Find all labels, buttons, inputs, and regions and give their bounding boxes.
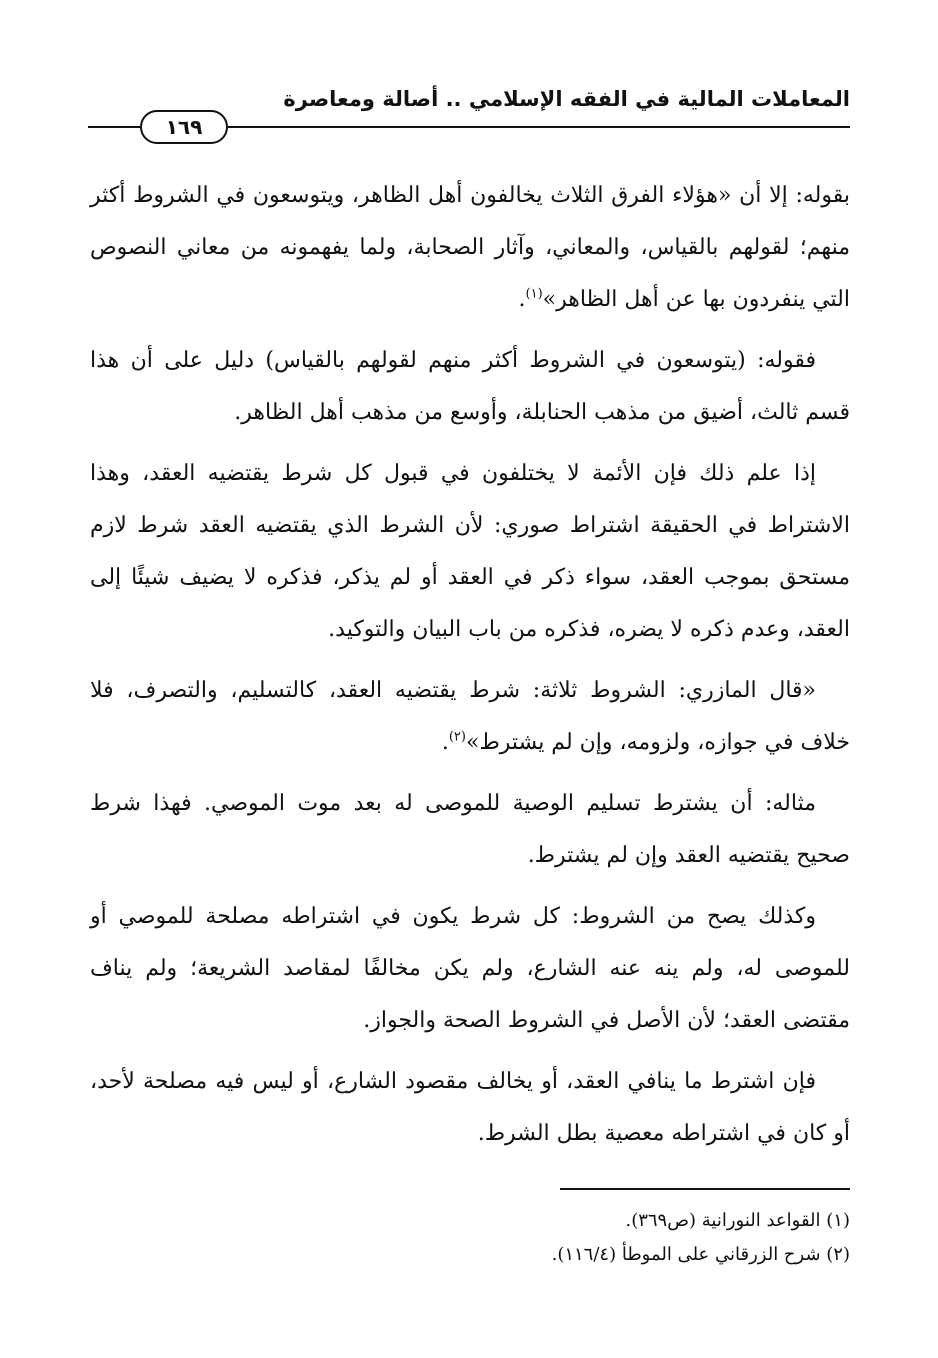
- footnote-rule: [560, 1188, 850, 1190]
- footnote-ref-2: (٢): [448, 729, 466, 745]
- paragraph-5: مثاله: أن يشترط تسليم الوصية للموصى له بعد موت الموصي. فهذا شرط صحيح يقتضيه العقد وإن لم يشترط.: [90, 791, 850, 868]
- paragraph-1-text: بقوله: إلا أن «هؤلاء الفرق الثلاث يخالفون أهل الظاهر، ويتوسعون في الشروط أكثر منهم؛ لقولهم بالقياس، والمعاني، وآثار الصحابة، ولما يفهمونه من معاني النصوص التي ينفردون بها عن أهل الظاهر»: [90, 183, 850, 312]
- paragraph-4-period: .: [441, 730, 449, 755]
- footnote-2: (٢) شرح الزرقاني على الموطأ (١١٦/٤).: [551, 1244, 850, 1265]
- footnote-1: (١) القواعد النورانية (ص٣٦٩).: [625, 1210, 850, 1231]
- paragraph-3: إذا علم ذلك فإن الأئمة لا يختلفون في قبول كل شرط يقتضيه العقد، وهذا الاشتراط في الحقيقة اشتراط صوري: لأن الشرط الذي يقتضيه العقد شرط لازم مستحق بموجب العقد، سواء ذكر في العقد أو لم يذكر، فذكره لا يضيف شيئًا إلى العقد، وعدم ذكره لا يضره، فذكره من باب البيان والتوكيد.: [90, 461, 850, 642]
- paragraph-2: فقوله: (يتوسعون في الشروط أكثر منهم لقولهم بالقياس) دليل على أن هذا قسم ثالث، أضيق من مذهب الحنابلة، وأوسع من مذهب أهل الظاهر.: [90, 348, 850, 425]
- running-title: المعاملات المالية في الفقه الإسلامي .. أصالة ومعاصرة: [283, 87, 850, 111]
- paragraph-4: [90, 665, 850, 769]
- page-number: ١٦٩: [140, 110, 228, 144]
- paragraph-7: فإن اشترط ما ينافي العقد، أو يخالف مقصود الشارع، أو ليس فيه مصلحة لأحد، أو كان في اشتراطه معصية بطل الشرط.: [90, 1069, 850, 1146]
- paragraph-6: وكذلك يصح من الشروط: كل شرط يكون في اشتراطه مصلحة للموصي أو للموصى له، ولم ينه عنه الشارع، ولم يكن مخالفًا لمقاصد الشريعة؛ ولم يناف مقتضى العقد؛ لأن الأصل في الشروط الصحة والجواز.: [90, 904, 850, 1033]
- footnote-ref-1: (١): [525, 286, 543, 302]
- body-text: [90, 170, 850, 1169]
- paragraph-1: [90, 170, 850, 326]
- paragraph-1-period: .: [518, 287, 526, 312]
- footnotes: [90, 1204, 850, 1272]
- paragraph-4-text: «قال المازري: الشروط ثلاثة: شرط يقتضيه العقد، كالتسليم، والتصرف، فلا خلاف في جوازه، ولزومه، وإن لم يشترط»: [90, 678, 850, 755]
